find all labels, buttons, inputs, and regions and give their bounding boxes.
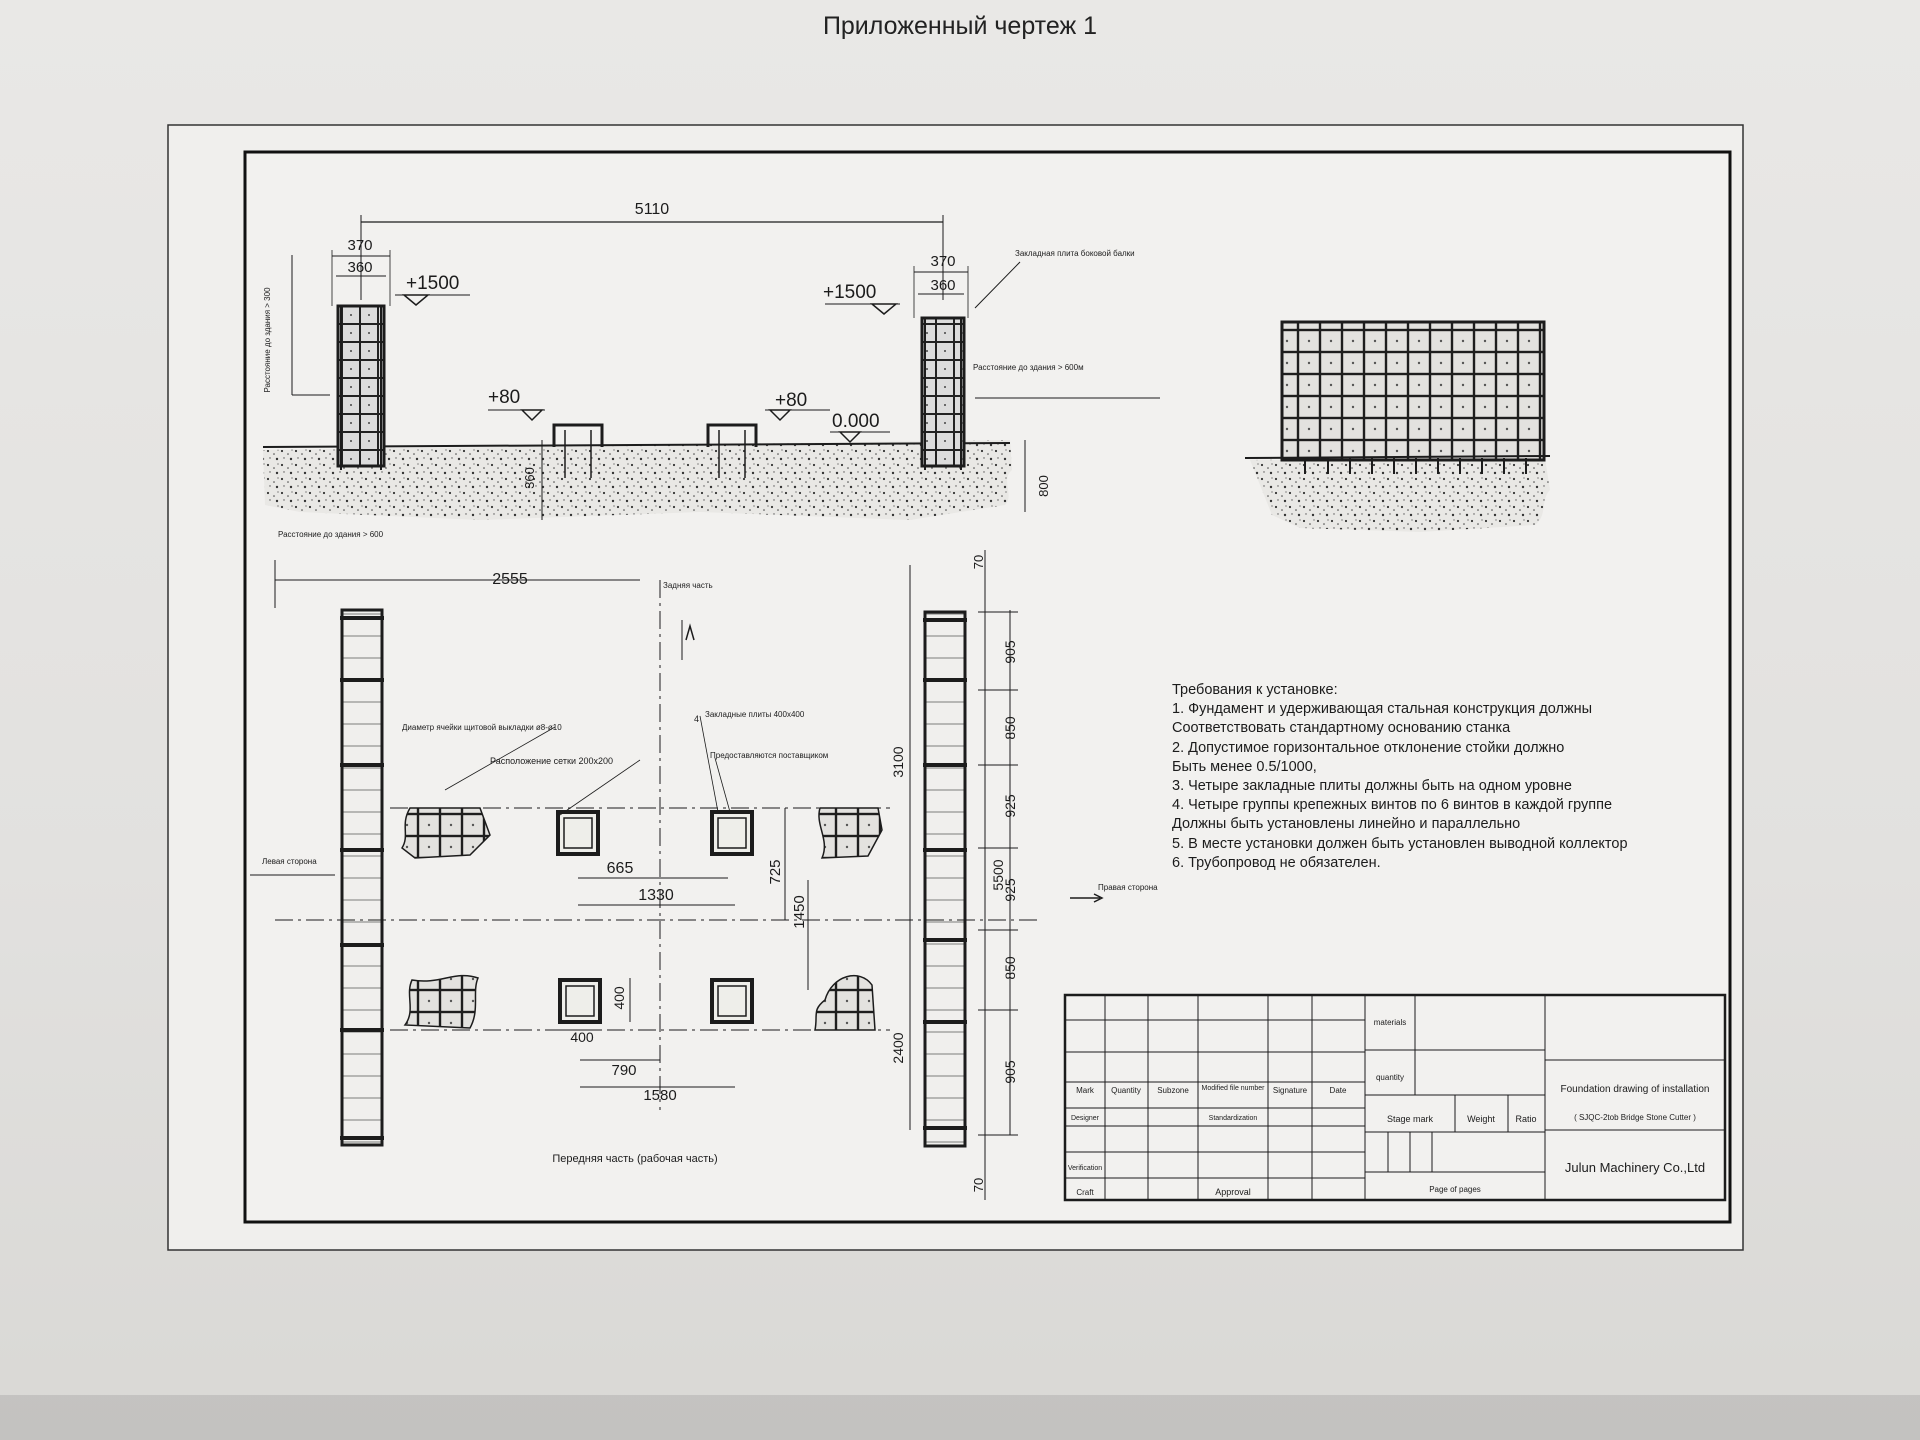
tb-ratio: Ratio	[1515, 1114, 1537, 1124]
label-embed-plates: Закладные плиты 400x400	[705, 710, 805, 719]
rebar-cage-detail	[1245, 322, 1550, 532]
label-dist-building-right: Расстояние до здания > 600м	[973, 363, 1084, 372]
left-beam	[342, 610, 382, 1145]
elev-top-right: +1500	[823, 282, 877, 303]
dim-plan-bottom-gap: 70	[971, 1177, 986, 1193]
dim-plan-top-gap: 70	[971, 554, 986, 570]
dim-plate-w: 400	[570, 1029, 594, 1045]
requirement-line: 2. Допустимое горизонтальное отклонение стойки должно	[1172, 739, 1565, 756]
dim-plate-span-x: 1330	[638, 887, 674, 904]
dim-col-outer-left: 370	[347, 237, 373, 254]
label-embed-count: 4	[694, 714, 700, 724]
label-left-side: Левая сторона	[262, 857, 317, 866]
tb-subzone: Subzone	[1157, 1086, 1189, 1095]
dim-offset-x: 790	[611, 1062, 637, 1079]
dim-col-inner-right: 360	[930, 277, 956, 294]
tb-weight: Weight	[1467, 1114, 1495, 1124]
dim-beam-depth: 800	[1036, 475, 1051, 497]
tb-model: ( SJQC-2tob Bridge Stone Cutter )	[1574, 1113, 1696, 1122]
tb-modified: Modified file number	[1201, 1085, 1265, 1092]
label-supplied-by: Предоставляются поставщиком	[710, 751, 829, 760]
dim-full-len: 5500	[990, 859, 1006, 891]
requirement-line: 6. Трубопровод не обязателен.	[1172, 854, 1381, 871]
requirement-line: 4. Четыре группы крепежных винтов по 6 винтов в каждой группе	[1172, 797, 1613, 814]
right-column	[922, 318, 964, 466]
cage-grid	[1282, 322, 1544, 460]
dim-seg-b: 850	[1002, 716, 1018, 740]
label-front-side: Передняя часть (рабочая часть)	[552, 1153, 718, 1165]
tb-material: materials	[1373, 1018, 1407, 1027]
dim-seg-c: 925	[1002, 794, 1018, 818]
dim-offset-total: 1580	[643, 1087, 677, 1104]
label-grid-layout: Расположение сетки 200x200	[490, 756, 614, 766]
tb-drawing-name: Foundation drawing of installation	[1560, 1084, 1710, 1095]
dim-seg-d: 925	[1002, 878, 1018, 902]
tb-company: Julun Machinery Co.,Ltd	[1564, 1160, 1706, 1175]
label-rebar-diameter: Диаметр ячейки щитовой выкладки ø8-ø10	[402, 723, 562, 732]
tb-craft: Craft	[1076, 1188, 1094, 1197]
document-title: Приложенный чертеж 1	[822, 12, 1098, 40]
requirement-line: 5. В месте установки должен быть установлен выводной коллектор	[1172, 835, 1628, 852]
tb-stage-mark: Stage mark	[1386, 1114, 1434, 1124]
dim-half-span: 2555	[492, 571, 528, 588]
grid-clip-3	[405, 976, 478, 1028]
requirement-line: Быть менее 0.5/1000,	[1172, 758, 1317, 775]
label-right-side: Правая сторона	[1098, 883, 1158, 892]
tb-quantity: quantity	[1375, 1073, 1405, 1082]
requirement-line: 3. Четыре закладные плиты должны быть на одном уровне	[1172, 778, 1572, 795]
tb-verification: Verification	[1067, 1165, 1103, 1172]
dim-seg-f: 905	[1002, 1060, 1018, 1084]
tb-standardization: Standardization	[1208, 1115, 1258, 1122]
dim-plate-span-y: 1450	[791, 895, 808, 929]
dim-span-total: 5110	[634, 201, 670, 218]
tb-mark: Mark	[1076, 1086, 1094, 1095]
requirement-line: Соответствовать стандартному основанию станка	[1172, 720, 1511, 737]
tb-designer: Designer	[1070, 1115, 1100, 1122]
installation-requirements	[1172, 681, 1732, 873]
dim-seg-a: 905	[1002, 640, 1018, 664]
requirement-line: 1. Фундамент и удерживающая стальная конструкция должны	[1172, 701, 1593, 718]
elev-pad-left: +80	[488, 387, 521, 408]
right-beam	[925, 612, 965, 1146]
elev-top-left: +1500	[406, 273, 460, 294]
tb-signature: Signature	[1272, 1086, 1308, 1095]
dim-lower-len: 2400	[890, 1032, 906, 1064]
dim-seg-e: 850	[1002, 956, 1018, 980]
left-column	[338, 306, 384, 466]
tb-approval: Approval	[1215, 1187, 1251, 1197]
tb-quantity-col: Quantity	[1111, 1086, 1141, 1095]
requirement-line: Должны быть установлены линейно и параллельно	[1172, 816, 1521, 833]
label-back-side: Задняя часть	[663, 581, 713, 590]
dim-plate-dx: 665	[606, 860, 634, 877]
dim-plate-h: 400	[611, 986, 627, 1010]
dim-col-inner-left: 360	[347, 259, 373, 276]
label-embed-side-beam: Закладная плита боковой балки	[1015, 249, 1135, 258]
dim-plate-dy: 725	[767, 859, 784, 885]
dim-pad-depth: 360	[522, 467, 537, 489]
label-dist-building-bottom: Расстояние до здания > 600	[278, 530, 384, 539]
dim-upper-len: 3100	[890, 746, 906, 778]
requirements-heading: Требования к установке:	[1172, 682, 1338, 698]
tb-date: Date	[1329, 1086, 1347, 1095]
elev-pad-right: +80	[775, 390, 808, 411]
tb-page-of-pages: Page of pages	[1429, 1185, 1481, 1194]
label-dist-building-left: Расстояние до здания > 300	[263, 287, 272, 393]
dim-col-outer-right: 370	[930, 253, 956, 270]
elev-ground: 0.000	[832, 411, 880, 432]
